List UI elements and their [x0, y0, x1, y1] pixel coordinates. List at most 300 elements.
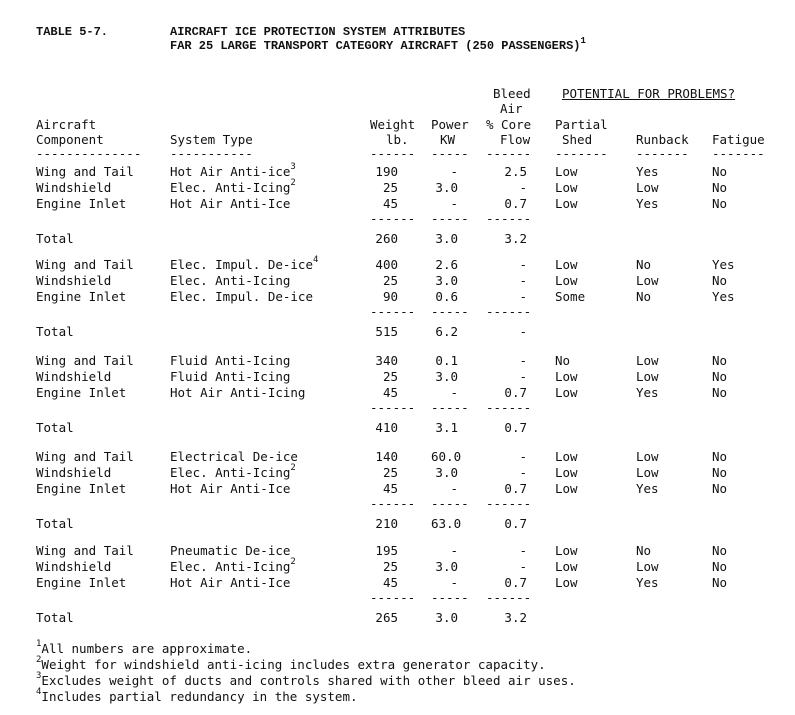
cell-fatigue: [712, 545, 727, 558]
subtotal-rule: ------: [486, 211, 532, 226]
cell-weight: [370, 387, 398, 400]
cell-text: Low: [555, 543, 578, 558]
cell-text: Yes: [636, 481, 659, 496]
cell-partial: [555, 198, 578, 211]
cell-text: Fluid Anti-Icing: [170, 369, 291, 384]
header-bleed-4: Flow: [500, 132, 531, 147]
footnote-marker: 4: [313, 255, 319, 265]
cell-text: Windshield: [36, 180, 112, 195]
cell-text: Wing and Tail: [36, 543, 134, 558]
cell-text: No: [712, 559, 728, 574]
cell-weight: [370, 545, 398, 558]
cell-text: 0.7: [504, 481, 527, 496]
cell-component: [36, 355, 134, 368]
header-bleed-3: % Core: [486, 117, 532, 132]
cell-text: No: [712, 164, 728, 179]
header-partial-1: Partial: [555, 117, 608, 132]
cell-bleed: [486, 371, 527, 384]
cell-partial: [555, 545, 578, 558]
cell-text: 25: [382, 273, 398, 288]
cell-text: 90: [382, 289, 398, 304]
cell-weight: [370, 259, 398, 272]
cell-fatigue: [712, 467, 727, 480]
cell-component: [36, 467, 111, 480]
cell-text: 45: [382, 196, 398, 211]
cell-partial: [555, 467, 578, 480]
cell-fatigue: [712, 387, 727, 400]
total-power: 3.1: [435, 420, 458, 435]
cell-component: [36, 198, 126, 211]
cell-power: [431, 275, 458, 288]
total-label: Total: [36, 231, 74, 246]
cell-fatigue: [712, 291, 735, 304]
header-rule: -------: [555, 146, 608, 161]
header-bleed-1: Bleed: [493, 86, 531, 101]
cell-weight: [370, 182, 398, 195]
cell-bleed: [486, 259, 527, 272]
cell-partial: [555, 371, 578, 384]
cell-text: Low: [636, 273, 659, 288]
cell-system: [170, 451, 298, 464]
cell-text: 3.0: [435, 273, 458, 288]
cell-text: Windshield: [36, 273, 112, 288]
cell-runback: [636, 198, 659, 211]
cell-text: 60.0: [431, 449, 462, 464]
cell-text: Wing and Tail: [36, 353, 134, 368]
cell-text: -: [450, 481, 458, 496]
cell-runback: [636, 467, 659, 480]
cell-text: No: [712, 180, 728, 195]
header-weight-2: lb.: [386, 132, 409, 147]
cell-text: Low: [555, 273, 578, 288]
cell-system: [170, 355, 290, 368]
cell-text: Low: [555, 164, 578, 179]
cell-text: Low: [636, 559, 659, 574]
cell-text: 3.0: [435, 559, 458, 574]
footnote-marker: 2: [290, 463, 296, 473]
cell-text: Hot Air Anti-Ice: [170, 575, 291, 590]
cell-text: Low: [555, 559, 578, 574]
cell-component: [36, 545, 134, 558]
cell-partial: [555, 561, 578, 574]
cell-runback: [636, 561, 659, 574]
total-label: Total: [36, 420, 74, 435]
table-title-line1: AIRCRAFT ICE PROTECTION SYSTEM ATTRIBUTES: [170, 25, 466, 39]
cell-bleed: [486, 355, 527, 368]
header-rule: -----: [431, 146, 469, 161]
cell-text: Low: [555, 465, 578, 480]
cell-fatigue: [712, 483, 727, 496]
cell-text: No: [712, 196, 728, 211]
cell-text: Engine Inlet: [36, 575, 127, 590]
cell-fatigue: [712, 198, 727, 211]
header-fatigue: Fatigue: [712, 132, 765, 147]
cell-bleed: [486, 545, 527, 558]
total-weight: 515: [375, 324, 398, 339]
table-title-line2: [170, 36, 586, 53]
cell-runback: [636, 291, 651, 304]
cell-text: Low: [636, 369, 659, 384]
subtotal-rule: -----: [431, 304, 469, 319]
cell-text: No: [636, 257, 652, 272]
cell-system: [170, 387, 305, 400]
cell-weight: [370, 483, 398, 496]
cell-text: Engine Inlet: [36, 196, 127, 211]
cell-power: [431, 545, 458, 558]
cell-system: [170, 198, 290, 211]
cell-text: No: [712, 481, 728, 496]
cell-text: Low: [636, 353, 659, 368]
cell-text: No: [712, 385, 728, 400]
cell-text: Wing and Tail: [36, 449, 134, 464]
cell-text: Engine Inlet: [36, 385, 127, 400]
cell-system: [170, 577, 290, 590]
cell-text: Hot Air Anti-Ice: [170, 196, 291, 211]
header-rule: -----------: [170, 146, 253, 161]
cell-text: Elec. Impul. De-ice: [170, 289, 313, 304]
cell-fatigue: [712, 561, 727, 574]
cell-text: 45: [382, 385, 398, 400]
subtotal-rule: ------: [370, 211, 416, 226]
cell-runback: [636, 182, 659, 195]
cell-fatigue: [712, 166, 727, 179]
cell-runback: [636, 577, 659, 590]
cell-bleed: [486, 451, 527, 464]
cell-text: Low: [555, 180, 578, 195]
cell-bleed: [486, 387, 527, 400]
cell-text: No: [712, 449, 728, 464]
cell-component: [36, 577, 126, 590]
cell-partial: [555, 291, 585, 304]
cell-component: [36, 371, 111, 384]
cell-text: Fluid Anti-Icing: [170, 353, 291, 368]
header-partial-2: Shed: [562, 132, 593, 147]
cell-power: [431, 483, 458, 496]
cell-partial: [555, 483, 578, 496]
cell-text: 190: [375, 164, 398, 179]
cell-fatigue: [712, 182, 727, 195]
cell-text: 0.1: [435, 353, 458, 368]
cell-bleed: [486, 483, 527, 496]
cell-text: 3.0: [435, 369, 458, 384]
cell-partial: [555, 451, 578, 464]
cell-text: Hot Air Anti-Icing: [170, 385, 306, 400]
cell-text: Yes: [712, 257, 735, 272]
subtotal-rule: ------: [486, 304, 532, 319]
cell-text: -: [519, 465, 527, 480]
cell-bleed: [486, 291, 527, 304]
cell-power: [431, 467, 458, 480]
cell-text: -: [450, 164, 458, 179]
cell-text: Low: [636, 180, 659, 195]
cell-fatigue: [712, 577, 727, 590]
cell-bleed: [486, 166, 527, 179]
cell-text: No: [636, 543, 652, 558]
cell-text: -: [519, 273, 527, 288]
total-bleed: 0.7: [504, 516, 527, 531]
total-weight: 410: [375, 420, 398, 435]
cell-component: [36, 182, 111, 195]
cell-text: Windshield: [36, 465, 112, 480]
cell-system: [170, 162, 296, 179]
cell-text: 140: [375, 449, 398, 464]
cell-power: [431, 355, 458, 368]
subtotal-rule: -----: [431, 496, 469, 511]
cell-bleed: [486, 577, 527, 590]
subtotal-rule: ------: [370, 400, 416, 415]
cell-text: No: [712, 575, 728, 590]
cell-power: [431, 259, 458, 272]
cell-text: -: [519, 257, 527, 272]
cell-component: [36, 259, 134, 272]
cell-runback: [636, 275, 659, 288]
cell-text: No: [636, 289, 652, 304]
cell-fatigue: [712, 275, 727, 288]
table-label: TABLE 5-7.: [36, 25, 109, 39]
cell-system: [170, 291, 313, 304]
cell-text: Windshield: [36, 559, 112, 574]
cell-system: [170, 178, 296, 195]
cell-power: [431, 387, 458, 400]
cell-component: [36, 561, 111, 574]
cell-text: -: [519, 353, 527, 368]
cell-partial: [555, 275, 578, 288]
header-weight-1: Weight: [370, 117, 416, 132]
cell-fatigue: [712, 259, 735, 272]
cell-text: No: [712, 369, 728, 384]
cell-system: [170, 483, 290, 496]
total-bleed: 0.7: [504, 420, 527, 435]
footnote: [36, 655, 546, 672]
cell-text: No: [712, 353, 728, 368]
cell-text: Yes: [712, 289, 735, 304]
header-runback: Runback: [636, 132, 689, 147]
total-power: 63.0: [431, 516, 462, 531]
footnote-text: All numbers are approximate.: [41, 641, 253, 656]
cell-text: 340: [375, 353, 398, 368]
subtotal-rule: ------: [370, 590, 416, 605]
cell-text: Low: [636, 465, 659, 480]
total-power: 3.0: [435, 610, 458, 625]
cell-text: -: [519, 543, 527, 558]
cell-text: 2.5: [504, 164, 527, 179]
cell-weight: [370, 275, 398, 288]
cell-text: Yes: [636, 196, 659, 211]
cell-text: Low: [555, 449, 578, 464]
cell-text: -: [450, 575, 458, 590]
cell-text: No: [712, 273, 728, 288]
cell-text: -: [519, 449, 527, 464]
header-rule: -------: [636, 146, 689, 161]
title-text: FAR 25 LARGE TRANSPORT CATEGORY AIRCRAFT (250 PASSENGERS): [170, 39, 581, 53]
cell-text: 25: [382, 559, 398, 574]
cell-text: -: [450, 543, 458, 558]
total-bleed: -: [519, 324, 527, 339]
cell-bleed: [486, 561, 527, 574]
subtotal-rule: -----: [431, 211, 469, 226]
cell-text: 45: [382, 481, 398, 496]
subtotal-rule: ------: [370, 304, 416, 319]
cell-runback: [636, 166, 659, 179]
footnote-number: 2: [36, 655, 42, 665]
header-component-1: Aircraft: [36, 117, 97, 132]
cell-runback: [636, 483, 659, 496]
cell-text: Wing and Tail: [36, 164, 134, 179]
cell-text: No: [712, 543, 728, 558]
cell-system: [170, 275, 290, 288]
cell-system: [170, 371, 290, 384]
subtotal-rule: ------: [486, 400, 532, 415]
cell-text: -: [450, 196, 458, 211]
cell-text: Low: [555, 481, 578, 496]
header-bleed-2: Air: [500, 101, 523, 116]
cell-runback: [636, 371, 659, 384]
cell-weight: [370, 371, 398, 384]
cell-text: Yes: [636, 164, 659, 179]
cell-text: Pneumatic De-ice: [170, 543, 291, 558]
cell-fatigue: [712, 355, 727, 368]
total-weight: 260: [375, 231, 398, 246]
footnote-number: 1: [36, 639, 42, 649]
cell-text: -: [519, 559, 527, 574]
cell-text: 195: [375, 543, 398, 558]
subtotal-rule: ------: [486, 496, 532, 511]
cell-text: 3.0: [435, 465, 458, 480]
header-rule: --------------: [36, 146, 142, 161]
cell-partial: [555, 259, 578, 272]
cell-system: [170, 463, 296, 480]
total-weight: 265: [375, 610, 398, 625]
cell-partial: [555, 182, 578, 195]
cell-text: -: [519, 180, 527, 195]
footnote-text: Excludes weight of ducts and controls shared with other bleed air uses.: [41, 673, 576, 688]
cell-bleed: [486, 198, 527, 211]
total-label: Total: [36, 610, 74, 625]
footnote-marker: 3: [290, 162, 296, 172]
subtotal-rule: -----: [431, 590, 469, 605]
cell-text: -: [519, 369, 527, 384]
cell-runback: [636, 545, 651, 558]
cell-power: [431, 561, 458, 574]
cell-text: Low: [555, 257, 578, 272]
cell-power: [431, 166, 458, 179]
cell-text: Elec. Anti-Icing: [170, 559, 291, 574]
cell-text: Electrical De-ice: [170, 449, 298, 464]
cell-text: Some: [555, 289, 586, 304]
cell-text: Low: [555, 385, 578, 400]
subtotal-rule: -----: [431, 400, 469, 415]
cell-system: [170, 545, 290, 558]
cell-text: 0.7: [504, 575, 527, 590]
cell-component: [36, 166, 134, 179]
header-rule: -------: [712, 146, 765, 161]
cell-text: 0.6: [435, 289, 458, 304]
cell-text: 25: [382, 180, 398, 195]
header-component-2: Component: [36, 132, 104, 147]
cell-text: Windshield: [36, 369, 112, 384]
cell-text: -: [519, 289, 527, 304]
total-power: 3.0: [435, 231, 458, 246]
cell-text: 25: [382, 369, 398, 384]
cell-text: Elec. Anti-Icing: [170, 465, 291, 480]
header-rule: ------: [486, 146, 532, 161]
cell-text: 3.0: [435, 180, 458, 195]
cell-power: [431, 371, 458, 384]
cell-bleed: [486, 467, 527, 480]
cell-fatigue: [712, 451, 727, 464]
cell-text: 45: [382, 575, 398, 590]
cell-partial: [555, 577, 578, 590]
footnote-marker: 2: [290, 557, 296, 567]
cell-bleed: [486, 275, 527, 288]
cell-text: 0.7: [504, 196, 527, 211]
cell-weight: [370, 451, 398, 464]
cell-fatigue: [712, 371, 727, 384]
total-weight: 210: [375, 516, 398, 531]
cell-text: Elec. Anti-Icing: [170, 273, 291, 288]
header-system-type: System Type: [170, 132, 253, 147]
cell-power: [431, 577, 458, 590]
cell-component: [36, 275, 111, 288]
footnote-marker: 2: [290, 178, 296, 188]
cell-text: 0.7: [504, 385, 527, 400]
cell-text: Elec. Impul. De-ice: [170, 257, 313, 272]
footnote-number: 4: [36, 687, 42, 697]
cell-text: No: [712, 465, 728, 480]
cell-weight: [370, 166, 398, 179]
header-potential-problems: POTENTIAL FOR PROBLEMS?: [562, 86, 736, 101]
footnote: [36, 671, 576, 688]
cell-runback: [636, 451, 659, 464]
cell-partial: [555, 355, 570, 368]
cell-runback: [636, 387, 659, 400]
cell-text: Low: [555, 196, 578, 211]
cell-runback: [636, 355, 659, 368]
footnote-text: Weight for windshield anti-icing includes extra generator capacity.: [41, 657, 546, 672]
cell-text: Yes: [636, 575, 659, 590]
cell-text: No: [555, 353, 571, 368]
cell-weight: [370, 291, 398, 304]
cell-weight: [370, 198, 398, 211]
cell-text: Yes: [636, 385, 659, 400]
cell-text: Wing and Tail: [36, 257, 134, 272]
header-rule: ------: [370, 146, 416, 161]
cell-weight: [370, 561, 398, 574]
subtotal-rule: ------: [486, 590, 532, 605]
footnote: [36, 639, 253, 656]
cell-text: 25: [382, 465, 398, 480]
cell-component: [36, 483, 126, 496]
total-label: Total: [36, 324, 74, 339]
cell-weight: [370, 577, 398, 590]
cell-component: [36, 451, 134, 464]
cell-text: -: [450, 385, 458, 400]
cell-text: Engine Inlet: [36, 481, 127, 496]
total-power: 6.2: [435, 324, 458, 339]
cell-text: Low: [636, 449, 659, 464]
cell-weight: [370, 355, 398, 368]
cell-power: [431, 182, 458, 195]
cell-text: Hot Air Anti-ice: [170, 164, 291, 179]
footnote-text: Includes partial redundancy in the system.: [41, 689, 358, 704]
cell-text: Low: [555, 575, 578, 590]
total-label: Total: [36, 516, 74, 531]
cell-text: 400: [375, 257, 398, 272]
cell-component: [36, 291, 126, 304]
subtotal-rule: ------: [370, 496, 416, 511]
cell-text: 2.6: [435, 257, 458, 272]
cell-bleed: [486, 182, 527, 195]
